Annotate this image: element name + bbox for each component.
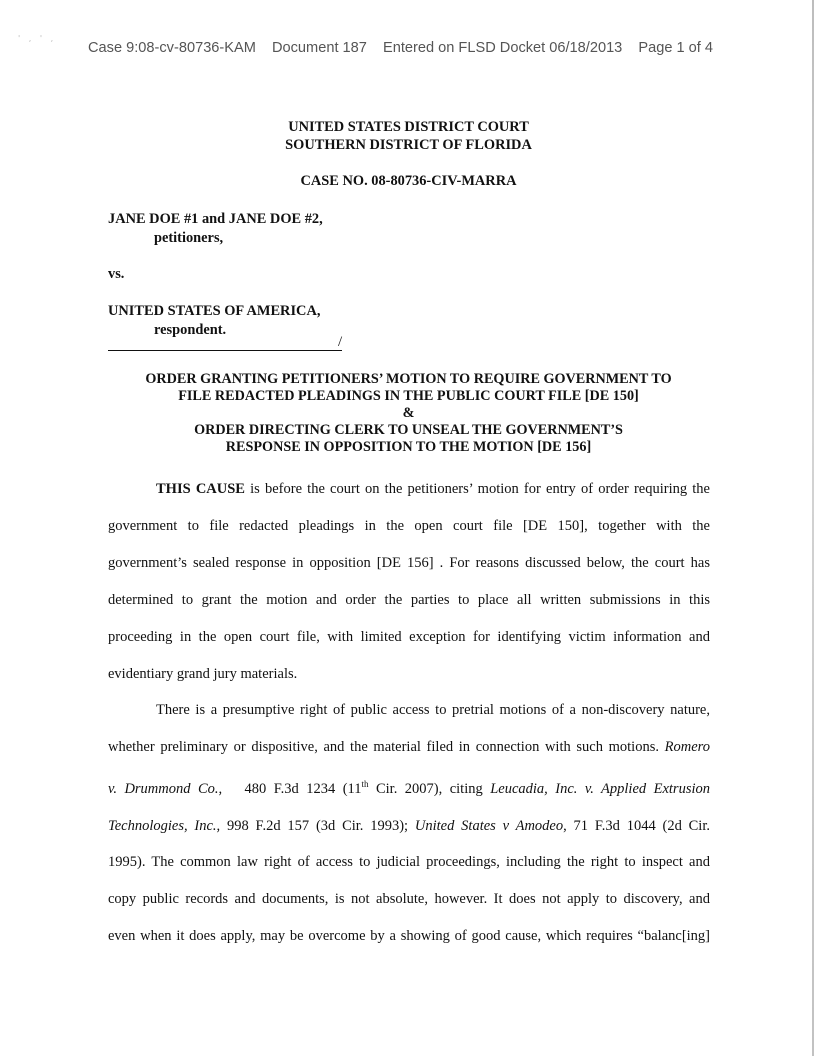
petitioners-name: JANE DOE #1 and JANE DOE #2,: [108, 211, 323, 227]
paragraph-1-line-2: government to file redacted pleadings in the open court file [DE 150], together with the: [108, 517, 710, 534]
respondent-block: [108, 302, 320, 340]
header-case-number: Case 9:08-cv-80736-KAM: [88, 40, 256, 56]
paragraph-2-line-4: [108, 808, 710, 845]
scan-edge-line: [812, 0, 814, 1056]
citation-reporter-3: , 71 F.3d 1044 (2d Cir.: [563, 817, 710, 834]
paragraph-1: [108, 471, 710, 692]
paragraph-1-line-1-text: is before the court on the petitioners’ motion for entry of order requiring the: [244, 481, 710, 497]
citation-leucadia: Leucadia, Inc. v. Applied Extrusion: [490, 780, 710, 797]
citation-amodeo: United States v Amodeo: [414, 817, 564, 834]
this-cause-lead: THIS CAUSE: [156, 481, 245, 497]
case-number: CASE NO. 08-80736-CIV-MARRA: [300, 173, 517, 189]
order-title-line-4: ORDER DIRECTING CLERK TO UNSEAL THE GOVERNMENT’S: [194, 422, 623, 438]
paragraph-1-line-5: proceeding in the open court file, with limited exception for identifying victim information and: [108, 628, 710, 645]
citation-reporter-2: 998 F.2d 157 (3d Cir. 1993);: [220, 817, 409, 834]
order-title-line-5: RESPONSE IN OPPOSITION TO THE MOTION [DE 156]: [225, 439, 592, 455]
citation-technologies: Technologies, Inc.,: [108, 817, 221, 834]
paragraph-2-line-6: copy public records and documents, is not absolute, however. It does not apply to discovery, and: [108, 891, 710, 908]
citation-year-1: Cir. 2007), citing: [368, 780, 483, 797]
court-name: UNITED STATES DISTRICT COURT: [288, 119, 529, 135]
order-title-ampersand: &: [402, 405, 415, 421]
paragraph-1-line-3: government’s sealed response in opposition [DE 156] . For reasons discussed below, the court has: [108, 554, 710, 571]
caption-slash: /: [338, 334, 343, 350]
paragraph-2-line-3: [108, 766, 710, 808]
petitioners-role: petitioners,: [154, 230, 224, 246]
citation-reporter-1: 480 F.3d 1234 (11: [244, 780, 362, 797]
docket-header: [88, 40, 713, 56]
paragraph-2-line-7: even when it does apply, may be overcome by a showing of good cause, which requires “balanc[ing]: [108, 928, 710, 945]
citation-drummond: v. Drummond Co.,: [108, 780, 223, 797]
ordinal-suffix: th: [361, 778, 369, 789]
scan-artifact: ' , ' ,: [18, 34, 57, 43]
paragraph-2-line-2: [108, 729, 710, 766]
paragraph-2: [108, 692, 710, 955]
court-district: SOUTHERN DISTRICT OF FLORIDA: [285, 137, 532, 153]
paragraph-1-line-6: evidentiary grand jury materials.: [108, 665, 298, 682]
paragraph-2-line-2-text: whether preliminary or dispositive, and the material filed in connection with such motions.: [108, 738, 659, 755]
citation-romero: Romero: [664, 738, 710, 755]
petitioners-block: [108, 210, 323, 248]
caption-rule: [108, 350, 342, 351]
respondent-role: respondent.: [154, 322, 227, 338]
respondent-name: UNITED STATES OF AMERICA,: [108, 303, 321, 319]
paragraph-2-line-1: There is a presumptive right of public access to pretrial motions of a non-discovery nature,: [156, 702, 710, 718]
paragraph-1-line-1: [108, 471, 710, 508]
header-entered-date: Entered on FLSD Docket 06/18/2013: [382, 40, 623, 56]
paragraph-2-line-5: 1995). The common law right of access to judicial proceedings, including the right to inspect and: [108, 854, 710, 871]
order-title-line-1: ORDER GRANTING PETITIONERS’ MOTION TO REQUIRE GOVERNMENT TO: [145, 371, 672, 387]
header-document-number: Document 187: [271, 40, 367, 56]
header-page-number: Page 1 of 4: [638, 40, 714, 56]
order-title: [0, 371, 817, 456]
paragraph-1-line-4: determined to grant the motion and order the parties to place all written submissions in this: [108, 591, 710, 608]
order-title-line-2: FILE REDACTED PLEADINGS IN THE PUBLIC COURT FILE [DE 150]: [178, 388, 639, 404]
versus-label: vs.: [108, 266, 125, 282]
